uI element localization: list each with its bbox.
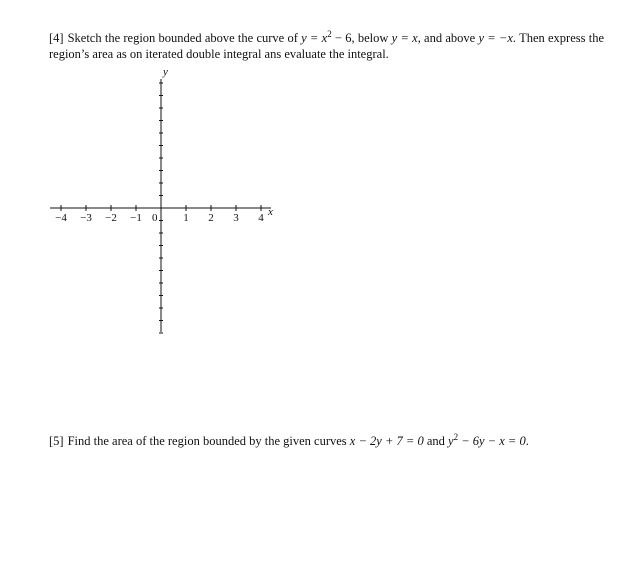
problem-4-text-4: . Then express the region’s area as on iterated double integral ans evaluate the integral. xyxy=(49,31,605,61)
x-tick-label: −1 xyxy=(130,212,142,224)
problem-5-text-1: Find the area of the region bounded by the given curves xyxy=(67,434,347,448)
problem-5-text-2: and xyxy=(426,434,445,448)
problem-5-text-3: . xyxy=(525,434,529,448)
x-axis-tick-labels xyxy=(55,212,264,224)
problem-5 xyxy=(49,429,604,449)
x-tick-label: −3 xyxy=(80,212,92,224)
x-tick-label: −4 xyxy=(55,212,67,224)
problem-4-number: [4] xyxy=(49,31,64,45)
problem-4-equation-line-2: y = −x xyxy=(478,31,513,45)
origin-label: 0 xyxy=(152,212,158,224)
problem-4-text-3: , and above xyxy=(417,31,476,45)
x-tick-label: 4 xyxy=(258,212,264,224)
problem-5-number: [5] xyxy=(49,434,64,448)
problem-4-text-1: Sketch the region bounded above the curve of xyxy=(67,31,298,45)
problem-5-equation-1: x − 2y + 7 = 0 xyxy=(349,434,424,448)
problem-4-equation-curve: $y = x^2 - 6$ xyxy=(301,29,352,45)
x-tick-label: −2 xyxy=(105,212,117,224)
problem-4-text-2: , below xyxy=(351,31,389,45)
problem-5-equation-2: $y^2 - 6y - x = 0$ xyxy=(448,432,526,448)
problem-4-equation-line-1: y = x xyxy=(391,31,418,45)
x-axis-label: x xyxy=(268,206,273,218)
y-axis-label: y xyxy=(163,66,168,78)
x-tick-label: 2 xyxy=(208,212,214,224)
x-tick-label: 3 xyxy=(233,212,239,224)
x-tick-label: 1 xyxy=(183,212,189,224)
